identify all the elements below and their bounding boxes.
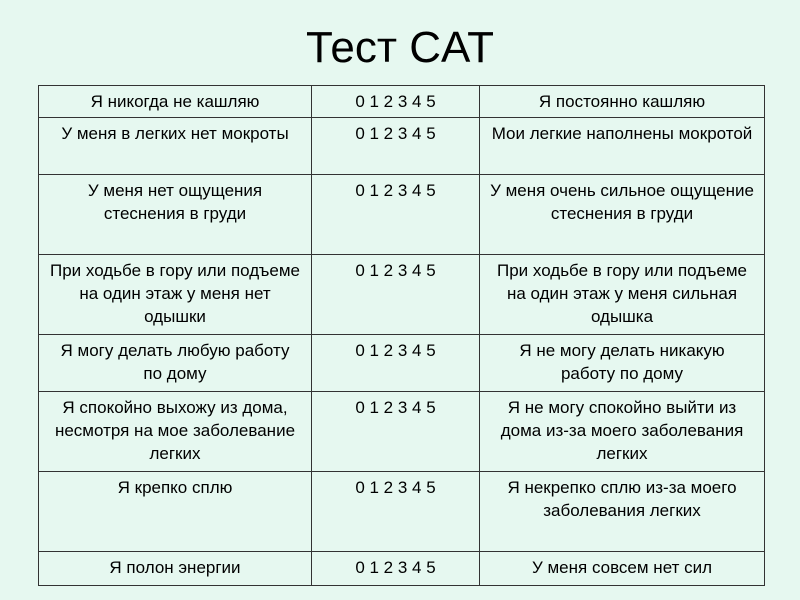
left-statement: Я полон энергии [39, 552, 312, 586]
left-statement: Я никогда не кашляю [39, 86, 312, 118]
left-statement: Я могу делать любую работу по дому [39, 335, 312, 392]
score-scale: 0 1 2 3 4 5 [312, 86, 480, 118]
left-statement: У меня нет ощущения стеснения в груди [39, 175, 312, 255]
table-row [39, 392, 765, 472]
table-row [39, 552, 765, 586]
score-scale: 0 1 2 3 4 5 [312, 392, 480, 472]
left-statement: У меня в легких нет мокроты [39, 118, 312, 175]
score-scale: 0 1 2 3 4 5 [312, 472, 480, 552]
right-statement: Я постоянно кашляю [480, 86, 765, 118]
table-row [39, 118, 765, 175]
left-statement: При ходьбе в гору или подъеме на один этаж у меня нет одышки [39, 255, 312, 335]
right-statement: У меня совсем нет сил [480, 552, 765, 586]
right-statement: У меня очень сильное ощущение стеснения в груди [480, 175, 765, 255]
score-scale: 0 1 2 3 4 5 [312, 175, 480, 255]
cat-test-table [38, 85, 765, 586]
right-statement: При ходьбе в гору или подъеме на один этаж у меня сильная одышка [480, 255, 765, 335]
right-statement: Я некрепко сплю из-за моего заболевания легких [480, 472, 765, 552]
score-scale: 0 1 2 3 4 5 [312, 552, 480, 586]
left-statement: Я спокойно выхожу из дома, несмотря на мое заболевание легких [39, 392, 312, 472]
left-statement: Я крепко сплю [39, 472, 312, 552]
score-scale: 0 1 2 3 4 5 [312, 255, 480, 335]
right-statement: Я не могу делать никакую работу по дому [480, 335, 765, 392]
page-title: Тест CAT [306, 23, 494, 72]
table-row [39, 472, 765, 552]
score-scale: 0 1 2 3 4 5 [312, 118, 480, 175]
table-row [39, 175, 765, 255]
table-row [39, 335, 765, 392]
right-statement: Я не могу спокойно выйти из дома из-за моего заболевания легких [480, 392, 765, 472]
table-row [39, 86, 765, 118]
right-statement: Мои легкие наполнены мокротой [480, 118, 765, 175]
table-row [39, 255, 765, 335]
score-scale: 0 1 2 3 4 5 [312, 335, 480, 392]
